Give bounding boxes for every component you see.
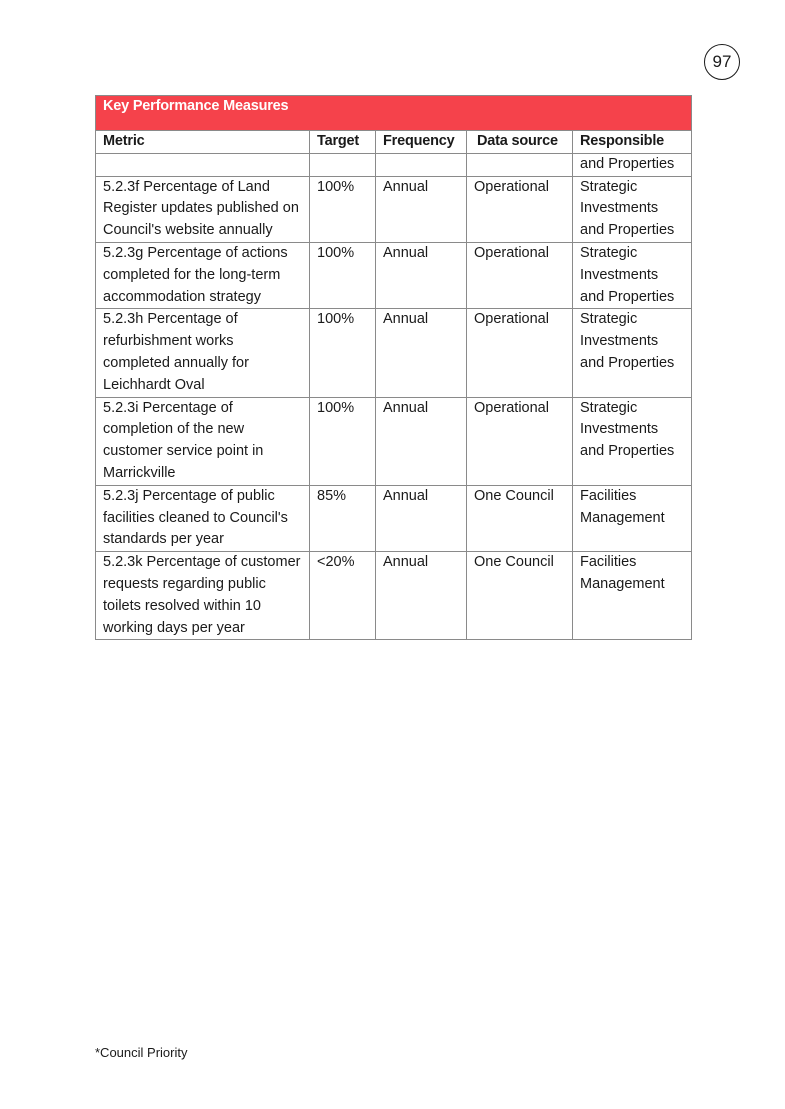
page-number: 97 — [704, 44, 740, 80]
cell-responsible: Strategic Investments and Properties — [573, 309, 692, 397]
table-title: Key Performance Measures — [96, 96, 692, 131]
cell-responsible: Facilities Management — [573, 552, 692, 640]
cell-metric: 5.2.3j Percentage of public facilities cleaned to Council's standards per year — [96, 485, 310, 551]
table-row — [96, 552, 692, 640]
table-row — [96, 397, 692, 485]
cell-target: <20% — [310, 552, 376, 640]
header-data-source: Data source — [467, 131, 573, 154]
cell-frequency: Annual — [376, 397, 467, 485]
cell-metric: 5.2.3h Percentage of refurbishment works completed annually for Leichhardt Oval — [96, 309, 310, 397]
header-responsible: Responsible — [573, 131, 692, 154]
table-row — [96, 242, 692, 308]
cell-metric — [96, 153, 310, 176]
cell-frequency — [376, 153, 467, 176]
footnote: *Council Priority — [95, 1045, 188, 1060]
cell-data-source: Operational — [467, 242, 573, 308]
cell-target: 100% — [310, 176, 376, 242]
cell-target — [310, 153, 376, 176]
cell-target: 100% — [310, 309, 376, 397]
cell-frequency: Annual — [376, 485, 467, 551]
cell-responsible: Strategic Investments and Properties — [573, 242, 692, 308]
cell-metric: 5.2.3i Percentage of completion of the new customer service point in Marrickville — [96, 397, 310, 485]
cell-frequency: Annual — [376, 176, 467, 242]
cell-target: 85% — [310, 485, 376, 551]
cell-data-source: Operational — [467, 309, 573, 397]
cell-frequency: Annual — [376, 242, 467, 308]
header-frequency: Frequency — [376, 131, 467, 154]
table-title-row — [96, 96, 692, 131]
cell-responsible: Facilities Management — [573, 485, 692, 551]
cell-data-source: Operational — [467, 176, 573, 242]
cell-frequency: Annual — [376, 552, 467, 640]
table-row — [96, 176, 692, 242]
table-row — [96, 309, 692, 397]
cell-data-source: Operational — [467, 397, 573, 485]
kpm-table — [95, 95, 692, 640]
cell-target: 100% — [310, 242, 376, 308]
cell-target: 100% — [310, 397, 376, 485]
cell-metric: 5.2.3k Percentage of customer requests regarding public toilets resolved within 10 working days per year — [96, 552, 310, 640]
cell-data-source — [467, 153, 573, 176]
cell-responsible: Strategic Investments and Properties — [573, 397, 692, 485]
header-target: Target — [310, 131, 376, 154]
cell-responsible: Strategic Investments and Properties — [573, 176, 692, 242]
cell-data-source: One Council — [467, 485, 573, 551]
table-row — [96, 485, 692, 551]
cell-frequency: Annual — [376, 309, 467, 397]
table-row — [96, 153, 692, 176]
cell-metric: 5.2.3g Percentage of actions completed for the long-term accommodation strategy — [96, 242, 310, 308]
table-header-row — [96, 131, 692, 154]
cell-metric: 5.2.3f Percentage of Land Register updates published on Council's website annually — [96, 176, 310, 242]
header-metric: Metric — [96, 131, 310, 154]
cell-responsible: and Properties — [573, 153, 692, 176]
cell-data-source: One Council — [467, 552, 573, 640]
